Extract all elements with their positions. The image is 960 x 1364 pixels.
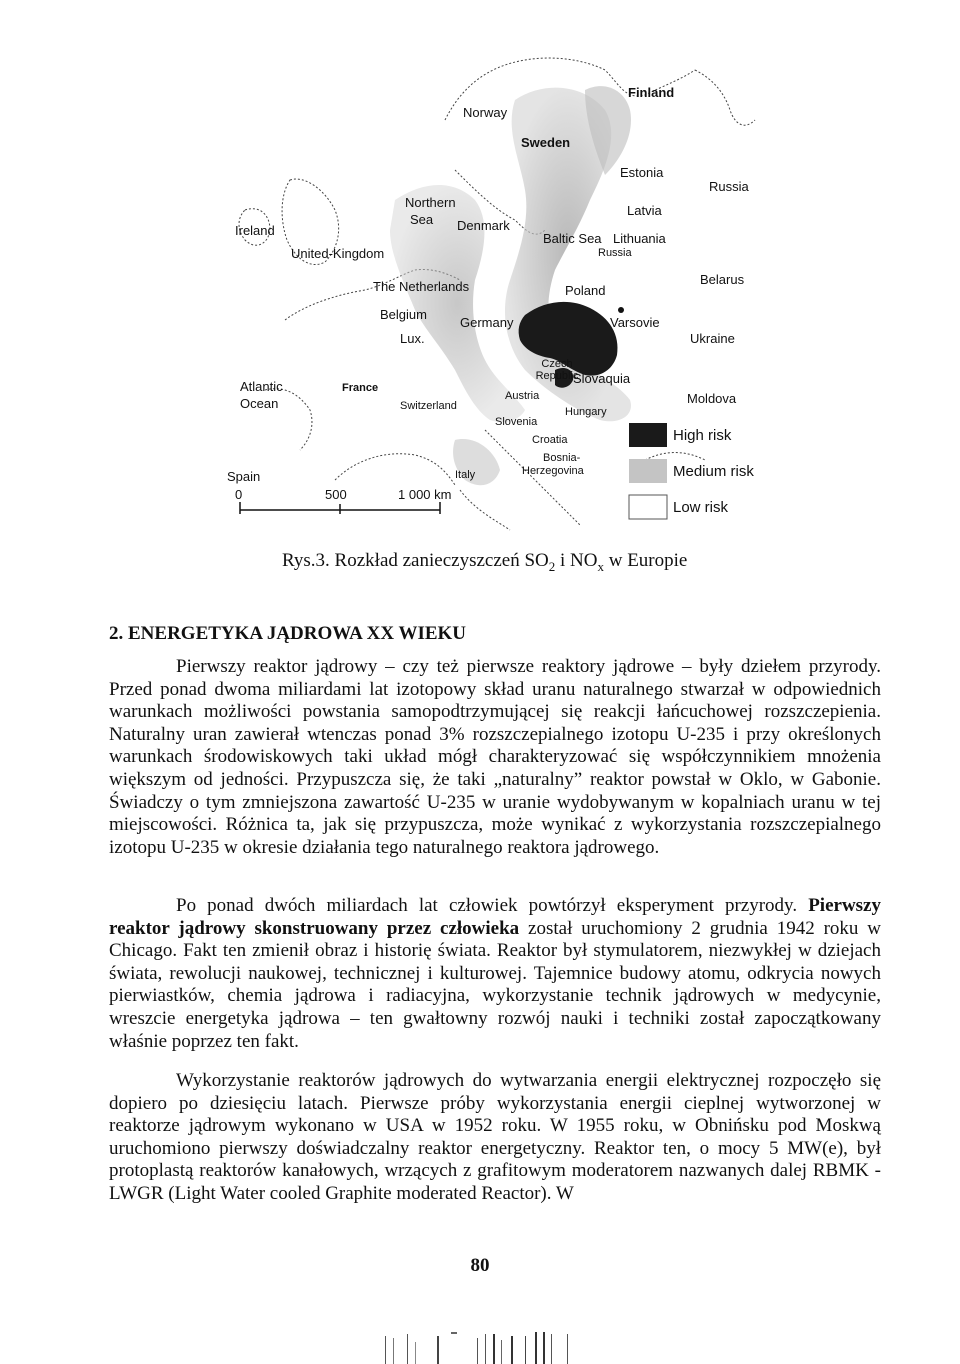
label-ocean: Ocean: [240, 396, 279, 411]
legend-high-risk: High risk: [673, 427, 732, 444]
label-estonia: Estonia: [620, 165, 664, 180]
label-russia: Russia: [709, 179, 749, 194]
label-herzegovina: Herzegovina: [522, 465, 584, 477]
paragraph-1: Pierwszy reaktor jądrowy – czy też pierwsze reaktory jądrowe – były dziełem przyrody. Przed ponad dwoma miliardami lat izotopowy skład uranu naturalnego stwarzał w odpowiednich warunkach możliwości powstania samopodtrzymującej się reakcji łańcuchowej rozszczepienia. Naturalny uran zawierał wtenczas ponad 3% rozszczepialnego izotopu U-235 i przy określonych warunkach środowiskowych taki układ mógł charakteryzować się współczynnikiem mnożenia większym od jedności. Przypuszcza się, że taki „naturalny” reaktor powstał w Oklo, w Gabonie. Świadczy o tym zmniejszona zawartość U-235 w uranie wydobywanym w kopalniach uranu w tej miejscowości. Różnica ta, jak się przypuszcza, może wynikać z wykorzystania rozszczepialnego izotopu U-235 w okresie działania tego naturalnego reaktora jądrowego.: [109, 656, 881, 858]
label-spain: Spain: [227, 469, 261, 484]
label-lux: Lux.: [400, 331, 425, 346]
label-belarus: Belarus: [700, 272, 745, 287]
label-belgium: Belgium: [380, 307, 427, 322]
legend-medium-risk: Medium risk: [673, 463, 754, 480]
legend-low-risk: Low risk: [673, 499, 729, 516]
label-netherlands: The Netherlands: [373, 279, 470, 294]
label-germany: Germany: [460, 315, 514, 330]
label-northern: Northern: [405, 195, 456, 210]
label-switzerland: Switzerland: [400, 400, 457, 412]
label-bosnia: Bosnia-: [543, 452, 581, 464]
scan-artifact-marks: [375, 1328, 575, 1364]
label-france: France: [342, 382, 379, 394]
label-austria: Austria: [505, 390, 540, 402]
label-italy: Italy: [455, 469, 476, 481]
label-croatia: Croatia: [532, 434, 568, 446]
paragraph-2-bold: Pierwszy reaktor jądrowy skonstruowany przez człowieka: [109, 895, 881, 939]
scale-1000-km: 1 000 km: [398, 487, 452, 502]
label-slovaquia: Slovaquia: [573, 371, 631, 386]
europe-pollution-map: [225, 40, 785, 540]
label-russia-kaliningrad: Russia: [598, 247, 632, 259]
label-moldova: Moldova: [687, 391, 737, 406]
label-atlantic: Atlantic: [240, 379, 283, 394]
label-united-kingdom: United-Kingdom: [291, 246, 385, 261]
label-finland: Finland: [628, 85, 675, 100]
paragraph-2: Po ponad dwóch miliardach lat człowiek powtórzył eksperyment przyrody. Pierwszy reaktor jądrowy skonstruowany przez człowieka został uruchomiony 2 grudnia 1942 roku w Chicago. Fakt ten zmienił obraz i historię świata. Reaktor był stymulatorem, niezwykłej w dziejach świata, rewolucji naukowej, technicznej i kulturowej. Tajemnice budowy atomu, odkrycia nowych pierwiastków, chemia jądrowa i radiacyjna, wykorzystanie technik jądrowych w medycynie, wreszcie energetyka jądrowa – ten gwałtowny rozwój nauki i techniki został zapoczątkowany właśnie poprzez ten fakt.: [109, 895, 881, 1052]
label-czech-republic: Czech Republic: [535, 358, 579, 383]
label-norway: Norway: [463, 105, 508, 120]
page-number: 80: [470, 1255, 490, 1276]
label-lithuania: Lithuania: [613, 231, 666, 246]
label-hungary: Hungary: [565, 406, 607, 418]
label-denmark: Denmark: [457, 218, 510, 233]
section-heading: 2. ENERGETYKA JĄDROWA XX WIEKU: [109, 623, 467, 644]
label-sweden: Sweden: [521, 135, 571, 150]
label-poland: Poland: [565, 283, 606, 298]
figure-caption: Rys.3. Rozkład zanieczyszczeń $SO_2$ i $NO_x$ w Europie: [282, 550, 688, 574]
paragraph-3: Wykorzystanie reaktorów jądrowych do wytwarzania energii elektrycznej rozpoczęło się dopiero po dziesięciu latach. Pierwsze próby wykorzystania energii cieplnej wytworzonej w reaktorze jądrowym wykonano w USA w 1952 roku. W 1955 roku, w Obnińsku pod Moskwą uruchomiono pierwszy doświadczalny reaktor energetyczny. Reaktor ten, o mocy 5 MW(e), był protoplastą reaktorów kanałowych, wrzących z grafitowym moderatorem nazwanych dalej RBMK - LWGR (Light Water cooled Graphite moderated Reactor). W: [109, 1070, 881, 1204]
scale-500: 500: [325, 487, 347, 502]
label-ireland: Ireland: [235, 223, 275, 238]
label-latvia: Latvia: [627, 203, 662, 218]
label-slovenia: Slovenia: [495, 416, 538, 428]
label-varsovie: Varsovie: [610, 315, 660, 330]
scale-zero: 0: [235, 487, 243, 502]
label-baltic-sea: Baltic Sea: [543, 231, 602, 246]
label-ukraine: Ukraine: [690, 331, 735, 346]
label-sea: Sea: [410, 212, 434, 227]
